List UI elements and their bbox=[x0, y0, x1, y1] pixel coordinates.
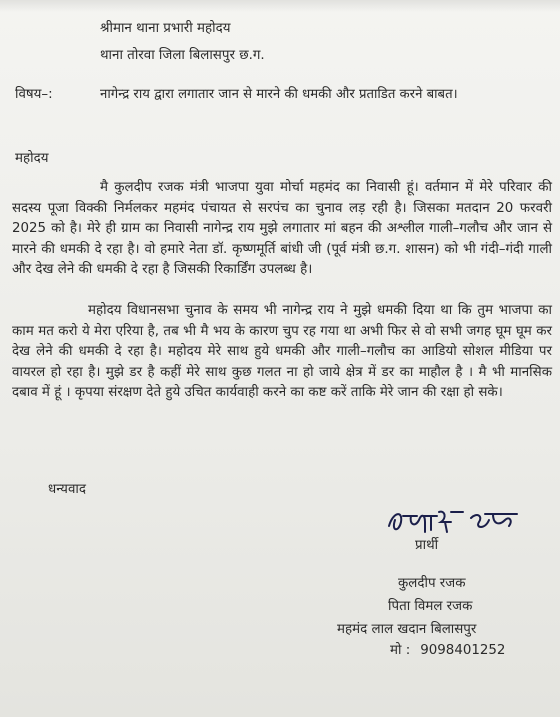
mobile-number: 9098401252 bbox=[420, 643, 506, 658]
body-paragraph-2: महोदय विधानसभा चुनाव के समय भी नागेन्द्र राय ने मुझे धमकी दिया था कि तुम भाजपा का काम मत करो ये मेरा एरिया है, तब भी मै भय के कारण चुप रह गया था अभी फिर से वो सभी जगह घूम घूम कर देख लेने की धमकी दे रहा है। महोदय मेरे साथ हुये धमकी और गाली–गलौच का आडियो सोशल मीडिया पर वायरल हो रहा है। मुझे डर है कहीं मेरे साथ कुछ गलत ना हो जाये क्षेत्र में डर का माहौल है । मै भी मानसिक दबाव में हूं । कृपया संरक्षण देते हुये उचित कार्यवाही करने का कष्ट करें ताकि मेरे जान की रक्षा हो सके। bbox=[12, 303, 552, 400]
applicant-label: प्रार्थी bbox=[415, 538, 439, 553]
sender-mobile bbox=[390, 642, 505, 660]
recipient-line-1: श्रीमान थाना प्रभारी महोदय bbox=[100, 21, 231, 36]
body-paragraph-1: मै कुलदीप रजक मंत्री भाजपा युवा मोर्चा महमंद का निवासी हूं। वर्तमान में मेरे परिवार की सदस्य पूजा विक्की निर्मलकर महमंद पंचायत से सरपंच का चुनाव लड़ रही है। जिसका मतदान 20 फरवरी 2025 को है। मेरे ही ग्राम का निवासी नागेन्द्र राय मुझे लगातार मां बहन की अश्लील गाली–गलौच और जान से मारने की धमकी दे रहा है। वो हमारे नेता डॉ. कृष्णमूर्ति बांधी जी (पूर्व मंत्री छ.ग. शासन) को भी गंदी–गंदी गाली और देख लेने की धमकी दे रहा है जिसकी रिकार्डिंग उपलब्ध है। bbox=[12, 180, 552, 277]
subject-label: विषय–: bbox=[15, 87, 53, 102]
recipient-line-2: थाना तोरवा जिला बिलासपुर छ.ग. bbox=[100, 48, 265, 63]
sender-father: पिता विमल रजक bbox=[388, 599, 473, 614]
sender-name: कुलदीप रजक bbox=[398, 576, 466, 591]
page-shadow bbox=[0, 0, 560, 12]
handwritten-signature bbox=[385, 502, 525, 536]
closing: धन्यवाद bbox=[48, 482, 86, 497]
mobile-label: मो : bbox=[390, 643, 411, 658]
salutation: महोदय bbox=[15, 151, 49, 166]
subject-text: नागेन्द्र राय द्वारा लगातार जान से मारने की धमकी और प्रताडित करने बाबत। bbox=[100, 87, 458, 102]
sender-address: महमंद लाल खदान बिलासपुर bbox=[337, 622, 477, 637]
